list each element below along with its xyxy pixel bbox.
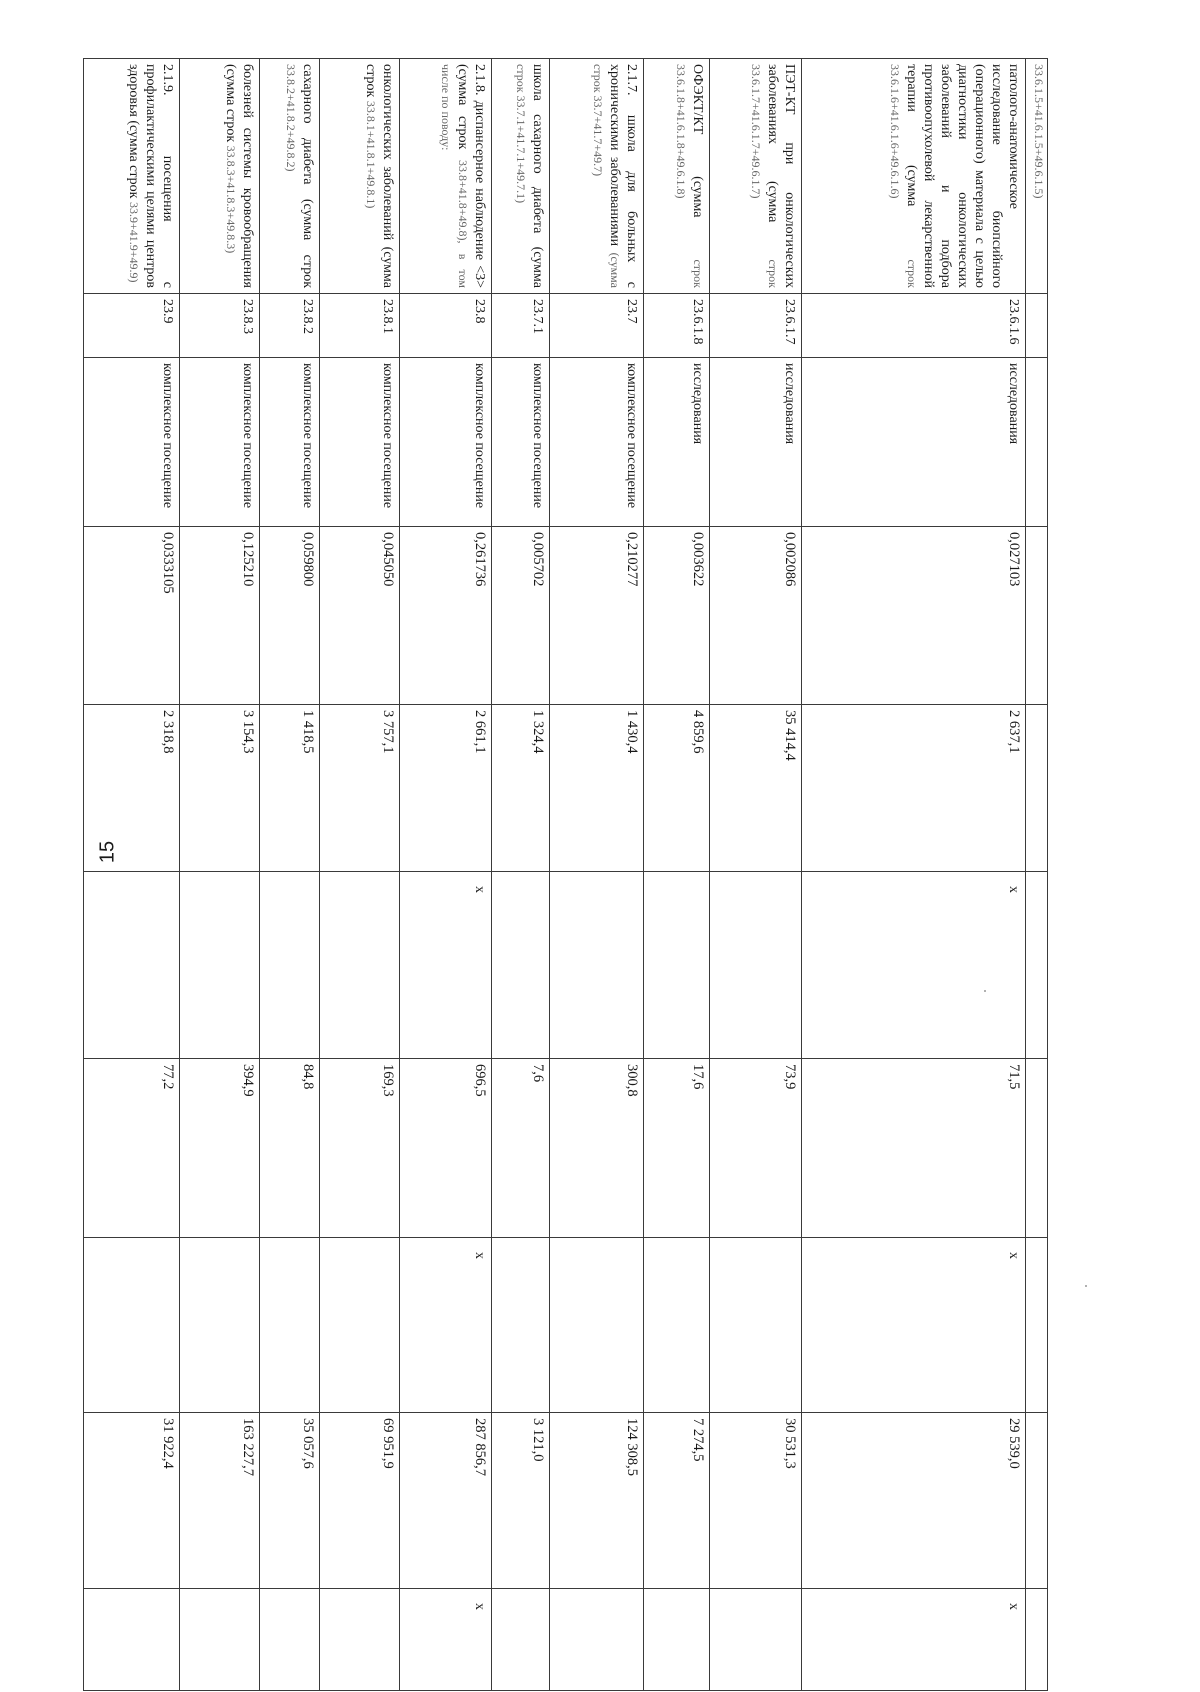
row-name: школа сахарного диабета (сумма bbox=[530, 64, 545, 288]
row-unit-cell bbox=[320, 358, 400, 527]
row-x2-cell bbox=[320, 1238, 400, 1413]
row-formula: 33.8+41.8+49.8), в том числе по поводу: bbox=[439, 64, 470, 288]
row-name-cell bbox=[400, 59, 492, 294]
row-name-cell bbox=[710, 59, 802, 294]
row-v2-cell bbox=[320, 1413, 400, 1589]
row-x2-cell bbox=[180, 1238, 260, 1413]
row-v2: 31 922,4 bbox=[160, 1418, 176, 1469]
row-x1-cell bbox=[400, 872, 492, 1059]
row-norm-cell bbox=[180, 527, 260, 705]
table-row bbox=[180, 59, 260, 1691]
row-cost-cell bbox=[320, 705, 400, 872]
row-cost-cell bbox=[180, 705, 260, 872]
row-number-cell bbox=[644, 294, 710, 358]
row-number-cell bbox=[710, 294, 802, 358]
row-cost: 1 430,4 bbox=[624, 710, 640, 754]
row-x2-cell bbox=[1026, 1238, 1048, 1413]
row-number-cell bbox=[400, 294, 492, 358]
row-x3-cell bbox=[320, 1589, 400, 1691]
table-row bbox=[84, 59, 180, 1691]
row-name: 2.1.7. школа для больных с хроническими заболеваниями bbox=[607, 64, 639, 288]
data-table bbox=[83, 58, 1048, 1691]
row-cost: 2 661,1 bbox=[472, 710, 488, 754]
row-unit: исследования bbox=[1006, 363, 1021, 445]
row-number: 23.6.1.8 bbox=[690, 299, 705, 345]
row-x2-cell bbox=[400, 1238, 492, 1413]
row-x3-cell bbox=[180, 1589, 260, 1691]
row-x2-cell bbox=[550, 1238, 644, 1413]
row-norm: 0,027103 bbox=[1006, 532, 1022, 587]
row-formula: строк 33.6.1.8+41.6.1.8+49.6.1.8) bbox=[674, 64, 705, 288]
row-norm: 0,125210 bbox=[240, 532, 256, 587]
row-v2-cell bbox=[260, 1413, 320, 1589]
row-v2-cell bbox=[550, 1413, 644, 1589]
row-name-cell bbox=[260, 59, 320, 294]
row-v1-cell bbox=[320, 1059, 400, 1238]
row-norm: 0,003622 bbox=[690, 532, 706, 587]
table-row bbox=[802, 59, 1026, 1691]
scan-speck bbox=[1085, 1285, 1087, 1287]
row-x2-cell bbox=[710, 1238, 802, 1413]
row-v2: 3 121,0 bbox=[530, 1418, 546, 1462]
row-formula: (сумма строк 33.7+41.7+49.7) bbox=[591, 64, 622, 288]
table-row bbox=[1026, 59, 1048, 1691]
row-name-cell bbox=[802, 59, 1026, 294]
row-unit: комплексное посещение bbox=[380, 363, 395, 509]
row-x1: х bbox=[1006, 886, 1021, 893]
row-unit-cell bbox=[644, 358, 710, 527]
row-name-cell bbox=[550, 59, 644, 294]
row-x1-cell bbox=[802, 872, 1026, 1059]
row-formula: 33.6.1.5+41.6.1.5+49.6.1.5) bbox=[1032, 64, 1046, 199]
row-number-cell bbox=[550, 294, 644, 358]
row-cost: 2 637,1 bbox=[1006, 710, 1022, 754]
row-unit-cell bbox=[550, 358, 644, 527]
row-cost-cell bbox=[260, 705, 320, 872]
row-formula: строк 33.6.1.7+41.6.1.7+49.6.1.7) bbox=[749, 64, 780, 288]
row-norm: 0,005702 bbox=[530, 532, 546, 587]
row-v1: 73,9 bbox=[782, 1064, 798, 1090]
row-name-cell bbox=[180, 59, 260, 294]
row-v2: 124 308,5 bbox=[624, 1418, 640, 1476]
row-v2: 7 274,5 bbox=[690, 1418, 706, 1462]
row-number-cell bbox=[492, 294, 550, 358]
row-name: болезней системы кровообращения (сумма строк bbox=[223, 64, 255, 288]
row-unit: комплексное посещение bbox=[300, 363, 315, 509]
row-v1-cell bbox=[400, 1059, 492, 1238]
row-cost: 1 418,5 bbox=[300, 710, 316, 754]
row-formula: 33.8.2+41.8.2+49.8.2) bbox=[284, 64, 298, 172]
row-name: сахарного диабета (сумма строк bbox=[300, 64, 315, 288]
row-v1-cell bbox=[710, 1059, 802, 1238]
row-norm: 0,210277 bbox=[624, 532, 640, 587]
row-name: 2.1.9. посещения с профилактическими целями центров здоровья (сумма строк bbox=[126, 64, 175, 288]
row-x3-cell bbox=[260, 1589, 320, 1691]
row-v1: 17,6 bbox=[690, 1064, 706, 1090]
row-v1: 77,2 bbox=[160, 1064, 176, 1090]
row-v1: 394,9 bbox=[240, 1064, 256, 1097]
row-norm-cell bbox=[644, 527, 710, 705]
row-name-cell bbox=[1026, 59, 1048, 294]
row-cost: 2 318,8 bbox=[160, 710, 176, 754]
row-unit-cell bbox=[260, 358, 320, 527]
row-formula: 33.8.3+41.8.3+49.8.3) bbox=[224, 145, 238, 254]
row-unit-cell bbox=[492, 358, 550, 527]
row-unit: комплексное посещение bbox=[530, 363, 545, 509]
page-number: 15 bbox=[96, 840, 119, 864]
row-x2-cell bbox=[644, 1238, 710, 1413]
row-cost-cell bbox=[1026, 705, 1048, 872]
row-x1-cell bbox=[644, 872, 710, 1059]
row-number: 23.8.2 bbox=[300, 299, 315, 334]
row-formula: строк 33.6.1.6+41.6.1.6+49.6.1.6) bbox=[888, 64, 919, 289]
row-number: 23.6.1.6 bbox=[1006, 299, 1021, 345]
row-v2: 163 227,7 bbox=[240, 1418, 256, 1476]
row-v1: 696,5 bbox=[472, 1064, 488, 1097]
row-name: ПЭТ-КТ при онкологических заболеваниях (сумма bbox=[765, 64, 797, 288]
row-cost-cell bbox=[802, 705, 1026, 872]
row-number-cell bbox=[802, 294, 1026, 358]
row-unit: комплексное посещение bbox=[472, 363, 487, 509]
row-x2-cell bbox=[84, 1238, 180, 1413]
row-formula: 33.9+41.9+49.9) bbox=[127, 201, 141, 283]
row-unit-cell bbox=[400, 358, 492, 527]
row-name: патолого-анатомическое исследование биопсийного (операционного) материала с целью диагностики онкологических заболеваний и подбора противоопухолевой лекарственной терапии (сумма bbox=[904, 64, 1021, 288]
row-norm: 0,059800 bbox=[300, 532, 316, 587]
row-unit: исследования bbox=[690, 363, 705, 445]
row-v1-cell bbox=[180, 1059, 260, 1238]
row-v1: 84,8 bbox=[300, 1064, 316, 1090]
row-x1-cell bbox=[84, 872, 180, 1059]
row-number: 23.8.3 bbox=[240, 299, 255, 334]
row-x3: х bbox=[1006, 1603, 1021, 1610]
row-x3-cell bbox=[400, 1589, 492, 1691]
row-cost: 1 324,4 bbox=[530, 710, 546, 754]
row-number: 23.7 bbox=[624, 299, 639, 324]
row-name-cell bbox=[84, 59, 180, 294]
row-unit: комплексное посещение bbox=[160, 363, 175, 509]
row-unit: комплексное посещение bbox=[624, 363, 639, 509]
row-v2: 69 951,9 bbox=[380, 1418, 396, 1469]
row-x3: х bbox=[472, 1603, 487, 1610]
row-number: 23.8 bbox=[472, 299, 487, 324]
row-v2-cell bbox=[710, 1413, 802, 1589]
row-formula: строк 33.7.1+41.7.1+49.7.1) bbox=[514, 64, 528, 204]
row-v1-cell bbox=[260, 1059, 320, 1238]
row-formula: 33.8.1+41.8.1+49.8.1) bbox=[364, 100, 378, 209]
row-v2: 29 539,0 bbox=[1006, 1418, 1022, 1469]
row-number-cell bbox=[260, 294, 320, 358]
row-norm-cell bbox=[1026, 527, 1048, 705]
row-x3-cell bbox=[84, 1589, 180, 1691]
row-number: 23.7.1 bbox=[530, 299, 545, 334]
row-x1-cell bbox=[710, 872, 802, 1059]
row-x3-cell bbox=[492, 1589, 550, 1691]
row-v2-cell bbox=[400, 1413, 492, 1589]
row-number: 23.8.1 bbox=[380, 299, 395, 334]
row-v2-cell bbox=[492, 1413, 550, 1589]
row-cost-cell bbox=[400, 705, 492, 872]
row-number-cell bbox=[180, 294, 260, 358]
row-v2-cell bbox=[84, 1413, 180, 1589]
row-unit-cell bbox=[84, 358, 180, 527]
row-v1-cell bbox=[802, 1059, 1026, 1238]
row-norm-cell bbox=[320, 527, 400, 705]
table-row bbox=[400, 59, 492, 1691]
row-x2-cell bbox=[260, 1238, 320, 1413]
row-v2-cell bbox=[180, 1413, 260, 1589]
row-unit-cell bbox=[180, 358, 260, 527]
row-x2-cell bbox=[492, 1238, 550, 1413]
row-cost-cell bbox=[710, 705, 802, 872]
row-norm-cell bbox=[550, 527, 644, 705]
row-norm-cell bbox=[84, 527, 180, 705]
row-cost: 3 757,1 bbox=[380, 710, 396, 754]
row-v1-cell bbox=[644, 1059, 710, 1238]
row-cost-cell bbox=[84, 705, 180, 872]
row-x1-cell bbox=[1026, 872, 1048, 1059]
row-cost: 4 859,6 bbox=[690, 710, 706, 754]
row-unit: исследования bbox=[782, 363, 797, 445]
row-x1-cell bbox=[320, 872, 400, 1059]
row-v1: 169,3 bbox=[380, 1064, 396, 1097]
row-v1-cell bbox=[1026, 1059, 1048, 1238]
row-v2-cell bbox=[644, 1413, 710, 1589]
row-x1-cell bbox=[550, 872, 644, 1059]
row-v1: 71,5 bbox=[1006, 1064, 1022, 1090]
row-name-cell bbox=[644, 59, 710, 294]
row-v1-cell bbox=[550, 1059, 644, 1238]
row-x1-cell bbox=[180, 872, 260, 1059]
row-cost-cell bbox=[644, 705, 710, 872]
row-number: 23.9 bbox=[160, 299, 175, 324]
row-name: онкологических заболеваний (сумма строк bbox=[363, 64, 395, 288]
row-x1-cell bbox=[492, 872, 550, 1059]
row-norm-cell bbox=[802, 527, 1026, 705]
row-number-cell bbox=[320, 294, 400, 358]
row-norm-cell bbox=[260, 527, 320, 705]
row-v2: 30 531,3 bbox=[782, 1418, 798, 1469]
row-norm: 0,261736 bbox=[472, 532, 488, 587]
row-v2-cell bbox=[1026, 1413, 1048, 1589]
row-unit: комплексное посещение bbox=[240, 363, 255, 509]
row-x2-cell bbox=[802, 1238, 1026, 1413]
row-unit-cell bbox=[802, 358, 1026, 527]
row-x3-cell bbox=[710, 1589, 802, 1691]
row-norm: 0,002086 bbox=[782, 532, 798, 587]
row-cost: 35 414,4 bbox=[782, 710, 798, 761]
row-cost: 3 154,3 bbox=[240, 710, 256, 754]
row-norm-cell bbox=[710, 527, 802, 705]
row-name-cell bbox=[320, 59, 400, 294]
row-v2: 35 057,6 bbox=[300, 1418, 316, 1469]
row-norm: 0,0333105 bbox=[160, 532, 176, 594]
row-x3-cell bbox=[802, 1589, 1026, 1691]
row-norm-cell bbox=[492, 527, 550, 705]
table-row bbox=[644, 59, 710, 1691]
row-v2-cell bbox=[802, 1413, 1026, 1589]
row-v1-cell bbox=[492, 1059, 550, 1238]
table-row bbox=[492, 59, 550, 1691]
row-x3-cell bbox=[1026, 1589, 1048, 1691]
row-unit-cell bbox=[710, 358, 802, 527]
row-unit-cell bbox=[1026, 358, 1048, 527]
row-x1-cell bbox=[260, 872, 320, 1059]
row-x2: х bbox=[1006, 1252, 1021, 1259]
row-name: ОФЭКТ/КТ (сумма bbox=[690, 64, 705, 218]
row-cost-cell bbox=[550, 705, 644, 872]
table-row bbox=[260, 59, 320, 1691]
row-x2: х bbox=[472, 1252, 487, 1259]
row-cost-cell bbox=[492, 705, 550, 872]
row-norm-cell bbox=[400, 527, 492, 705]
table-row bbox=[550, 59, 644, 1691]
table-row bbox=[710, 59, 802, 1691]
row-v2: 287 856,7 bbox=[472, 1418, 488, 1476]
row-name: 2.1.8. диспансерное наблюдение <3> (сумма строк bbox=[455, 64, 487, 288]
row-number-cell bbox=[84, 294, 180, 358]
row-v1-cell bbox=[84, 1059, 180, 1238]
row-v1: 7,6 bbox=[530, 1064, 546, 1083]
row-name-cell bbox=[492, 59, 550, 294]
row-norm: 0,045050 bbox=[380, 532, 396, 587]
table-row bbox=[320, 59, 400, 1691]
row-x3-cell bbox=[644, 1589, 710, 1691]
row-v1: 300,8 bbox=[624, 1064, 640, 1097]
row-number: 23.6.1.7 bbox=[782, 299, 797, 345]
data-table-rotated bbox=[126, 58, 1048, 1690]
row-x1: х bbox=[472, 886, 487, 893]
row-number-cell bbox=[1026, 294, 1048, 358]
row-x3-cell bbox=[550, 1589, 644, 1691]
